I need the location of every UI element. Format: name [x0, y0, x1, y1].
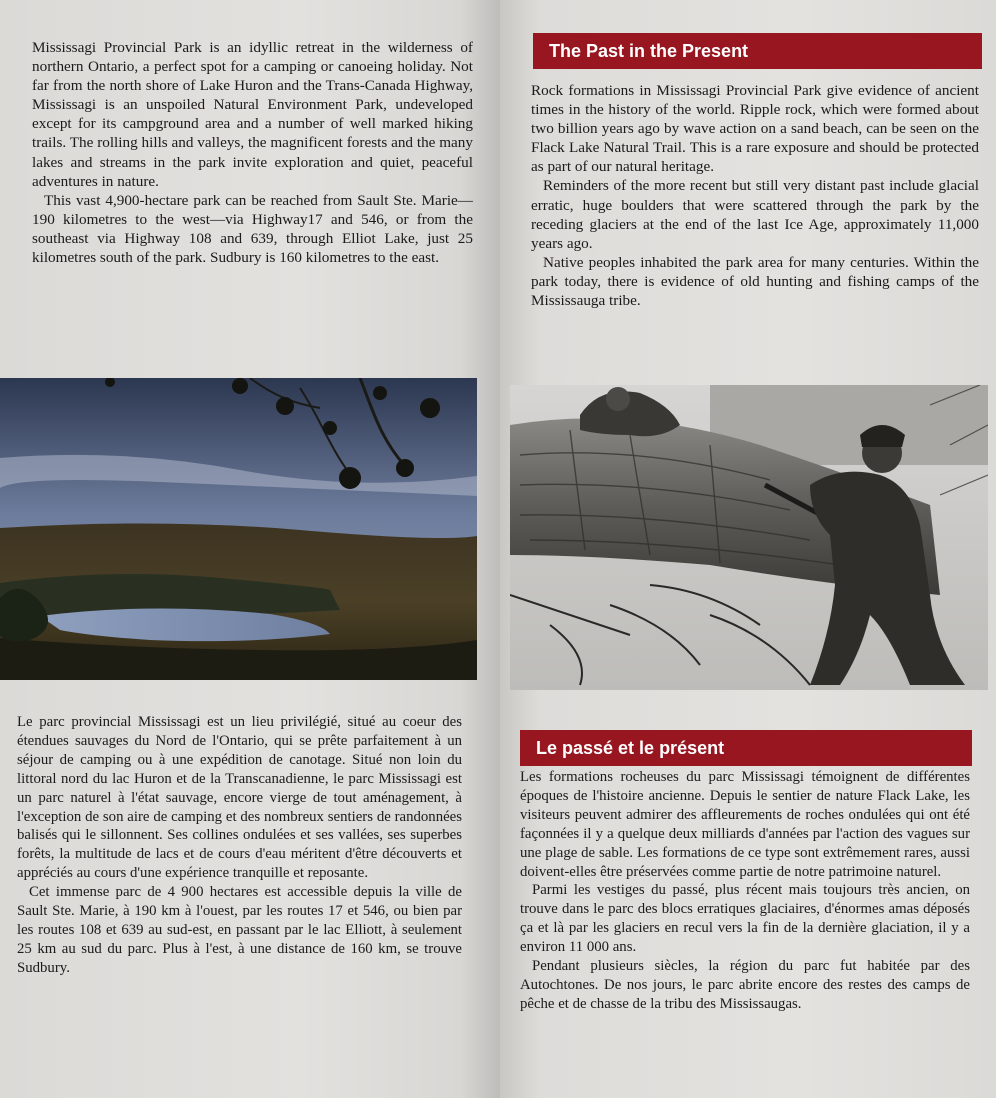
french-section-heading: Le passé et le présent	[520, 730, 972, 766]
english-intro-paragraph: This vast 4,900-hectare park can be reached from Sault Ste. Marie—190 kilometres to the west—via Highway17 and 546, or from the southeast via Highway 108 and 639, through Elliot Lake, just 25 kilometres south of the park. Sudbury is 160 kilometres to the east.	[32, 191, 473, 267]
english-past-paragraph: Native peoples inhabited the park area for many centuries. Within the park today, there is evidence of old hunting and fishing camps of the Mississauga tribe.	[531, 253, 979, 310]
french-past-paragraph: Parmi les vestiges du passé, plus récent mais toujours très ancien, on trouve dans le parc des blocs erratiques glaciaires, d'énormes amas déposés ça et là par les glaciers en recul vers la fin de la dernière glaciation, il y a environ 11 000 ans.	[520, 882, 970, 956]
english-past-paragraph: Reminders of the more recent but still very distant past include glacial erratic, huge boulders that were scattered through the park by the receding glaciers at the end of the last Ice Age, approximately 11,000 years ago.	[531, 177, 979, 252]
english-intro	[32, 38, 473, 267]
french-intro	[17, 713, 462, 978]
log-sawing-photo	[510, 385, 988, 690]
french-past-paragraph: Pendant plusieurs siècles, la région du parc fut habitée par des Autochtones. De nos jours, le parc abrite encore des restes des camps de pêche et de chasse de la tribu des Mississaugas.	[520, 958, 970, 1012]
right-panel	[500, 0, 996, 1098]
french-intro-paragraph: Cet immense parc de 4 900 hectares est accessible depuis la ville de Sault Ste. Marie, à 190 km à l'ouest, par les routes 17 et 546, ou bien par les routes 108 et 639 au sud-est, en passant par le lac Elliott, à seulement 25 km au sud du parc. Plus à l'est, à une distance de 160 km, se trouve Sudbury.	[17, 884, 462, 976]
french-intro-paragraph: Le parc provincial Mississagi est un lieu privilégié, situé au coeur des étendues sauvages du Nord de l'Ontario, qui se prête parfaitement à un séjour de camping ou à une expédition de canotage. Situé non loin du littoral nord du lac Huron et de la Transcanadienne, le parc Mississagi est un parc naturel à l'état sauvage, encore vierge de tout aménagement, à l'exception de son aire de camping et des nombreux sentiers de randonnées balisés qui le sillonnent. Ses collines ondulées et ses vallées, ses superbes forêts, la multitude de lacs et de cours d'eau méritent d'être découverts et appréciés au cours d'une expérience tranquille et reposante.	[17, 714, 462, 882]
english-intro-paragraph: Mississagi Provincial Park is an idyllic retreat in the wilderness of northern Ontario, a perfect spot for a camping or canoeing holiday. Not far from the north shore of Lake Huron and the Trans-Canada Highway, Mississagi is an unspoiled Natural Environment Park, undeveloped except for its campground area and a number of well marked hiking trails. The rolling hills and valleys, the magnificent forests and the many lakes and streams in the park invite exploration and quiet, peaceful adventures in nature.	[32, 39, 473, 190]
english-past-section	[531, 81, 979, 310]
lake-landscape-photo	[0, 378, 477, 680]
french-past-section	[520, 768, 970, 1014]
english-past-paragraph: Rock formations in Mississagi Provincial Park give evidence of ancient times in the history of the world. Ripple rock, which were formed about two billion years ago by wave action on a sand beach, can be seen on the Flack Lake Natural Trail. This is a rare exposure and should be protected as part of our natural heritage.	[531, 82, 979, 176]
english-section-heading: The Past in the Present	[533, 33, 982, 69]
french-past-paragraph: Les formations rocheuses du parc Mississagi témoignent de différentes époques de l'histoire ancienne. Depuis le sentier de nature Flack Lake, les visiteurs peuvent admirer des affleurements de roches ondulées qui ont été façonnées il y a quelque deux milliards d'années par l'action des vagues sur une plage de sable. Les formations de ce type sont extrêmement rares, aussi doivent-elles être préservées comme partie de notre patrimoine naturel.	[520, 769, 970, 880]
